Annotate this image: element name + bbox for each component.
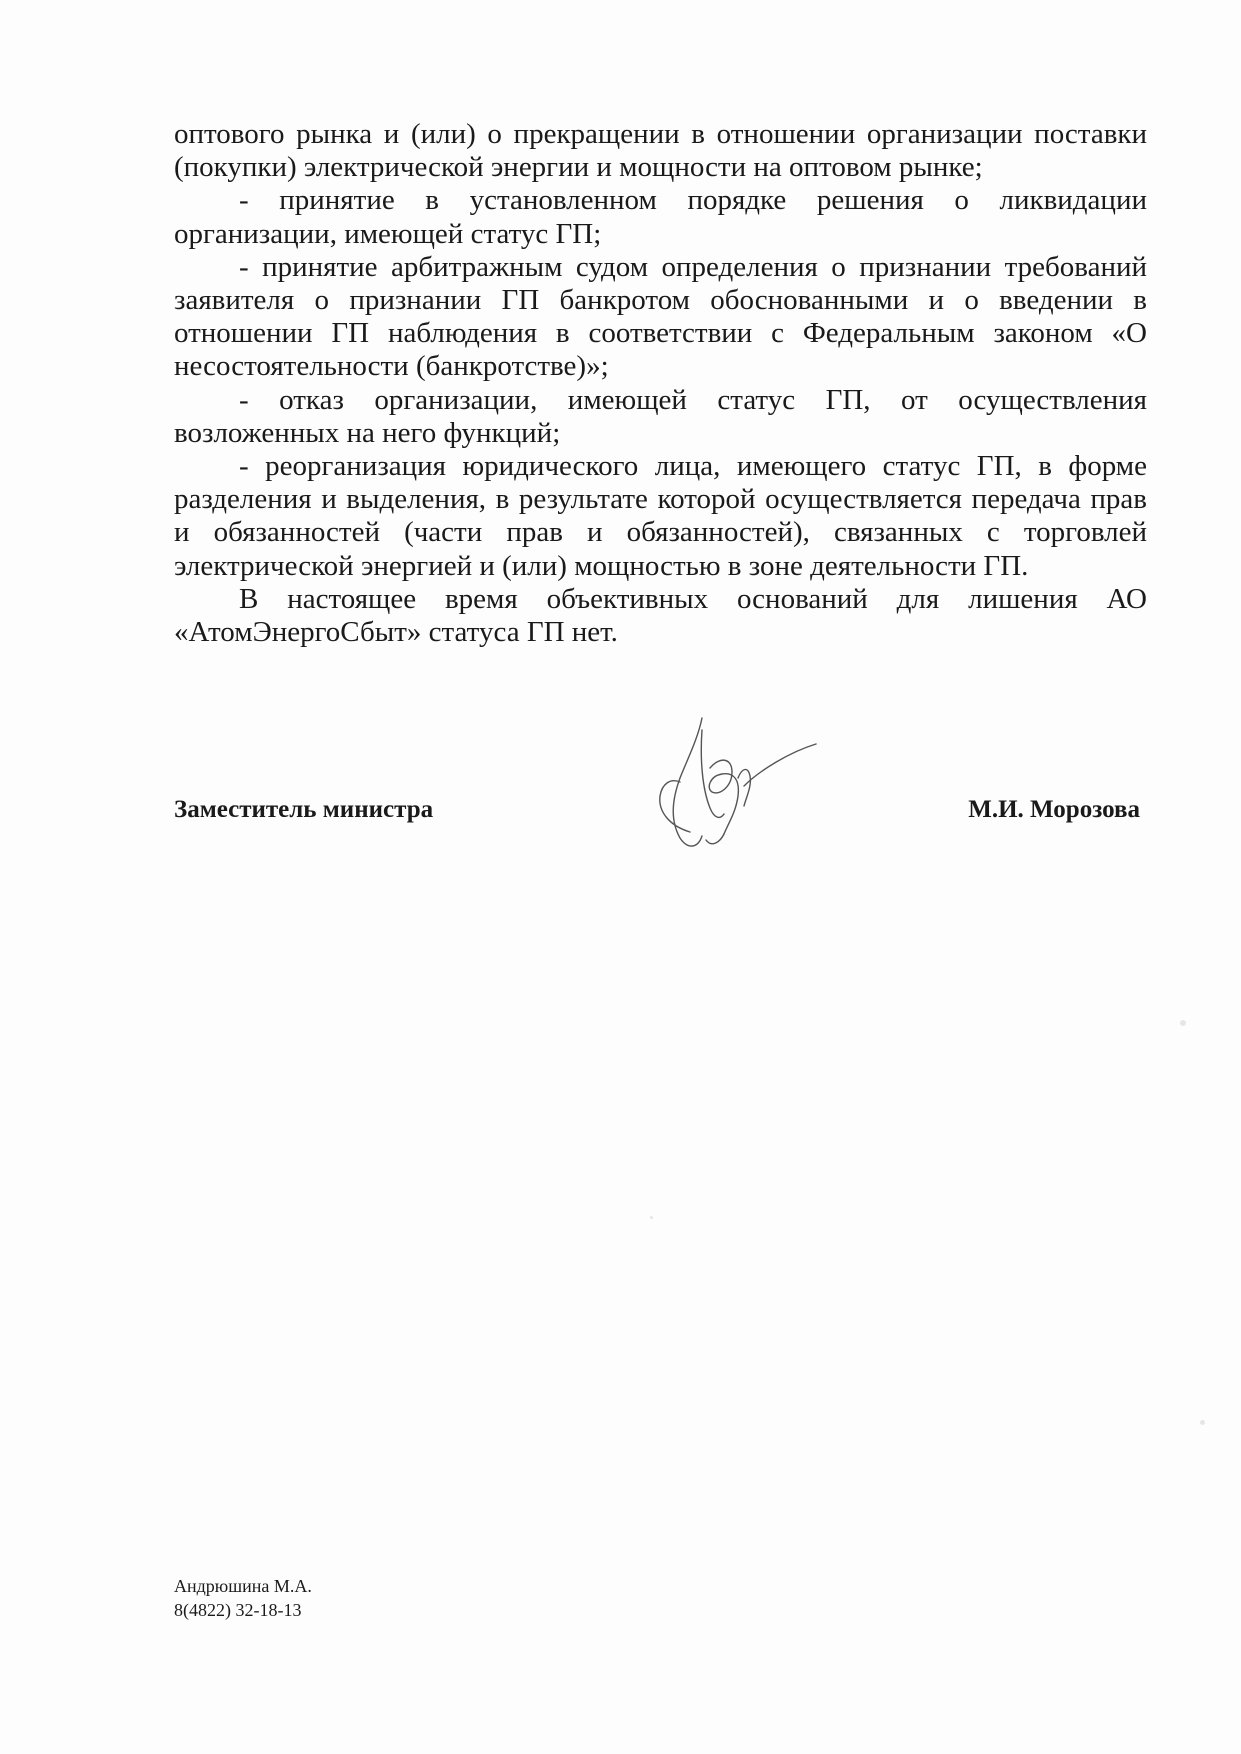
signatory-position: Заместитель министра [174, 796, 434, 823]
signatory-name: М.И. Морозова [968, 796, 1140, 823]
paragraph-conclusion: В настоящее время объективных оснований для лишения АО «АтомЭнергоСбыт» статуса ГП нет. [174, 582, 1147, 649]
paragraph-refusal: - отказ организации, имеющей статус ГП, от осуществления возложенных на него функций; [174, 383, 1147, 449]
letter-body [174, 118, 1147, 649]
paragraph-bankruptcy: - принятие арбитражным судом определения о признании требований заявителя о признании ГП банкротом обоснованными и о введении в отношении ГП наблюдения в соответствии с Федеральным законом «О несостоятельности (банкротстве)»; [174, 250, 1147, 383]
paragraph-reorganization: - реорганизация юридического лица, имеющего статус ГП, в форме разделения и выделения, в результате которой осуществляется передача прав и обязанностей (части прав и обязанностей), связанных с торговлей электрической энергией и (или) мощностью в зоне деятельности ГП. [174, 450, 1147, 582]
scan-artifact [650, 1216, 653, 1219]
handwritten-signature [640, 708, 820, 858]
scan-artifact [1180, 1020, 1186, 1026]
scan-artifact [1200, 1420, 1205, 1425]
executor-name: Андрюшина М.А. [174, 1576, 312, 1596]
paragraph-liquidation: - принятие в установленном порядке решения о ликвидации организации, имеющей статус ГП; [174, 184, 1147, 250]
executor-info [174, 1574, 312, 1622]
paragraph-continuation: оптового рынка и (или) о прекращении в отношении организации поставки (покупки) электрической энергии и мощности на оптовом рынке; [174, 118, 1147, 184]
executor-phone: 8(4822) 32-18-13 [174, 1600, 302, 1620]
